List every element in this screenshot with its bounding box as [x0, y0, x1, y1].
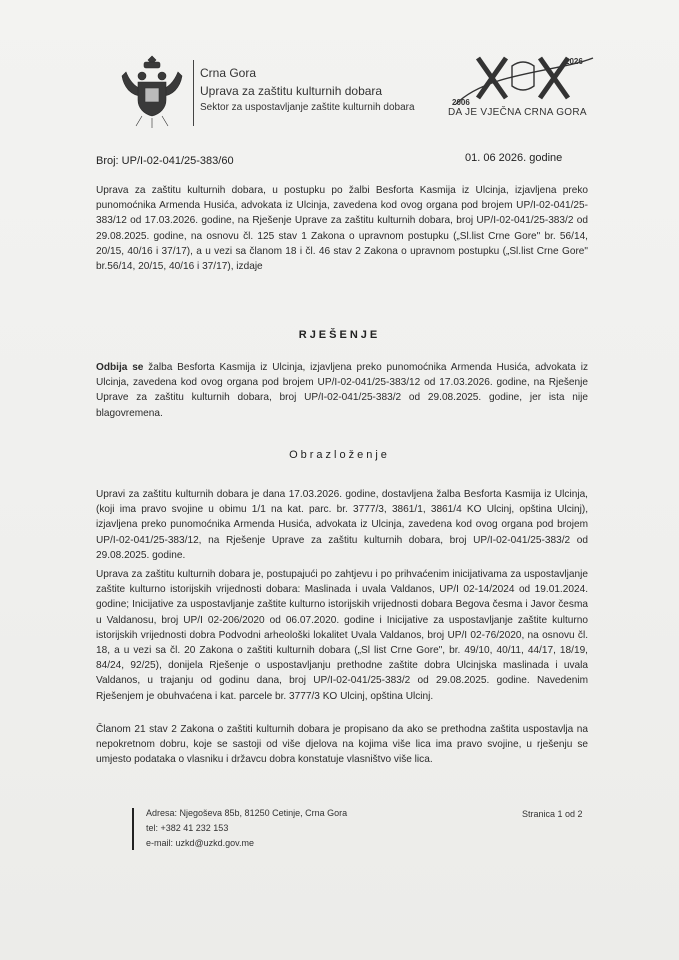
header-divider: [193, 60, 194, 126]
anniversary-motto: DA JE VJEČNA CRNA GORA: [448, 107, 587, 118]
reasoning-paragraph-2: Uprava za zaštitu kulturnih dobara je, postupajući po zahtjevu i po prihvaćenim inicijativama za uspostavljanje zaštite kulturno istorijskih vrijednosti dobara: Maslinada i uvala Valdanos, UP/I 02-14/2024 od 19.01.2024. godine; Inicijative za uspostavljanje zaštite kulturno istorijskih vrijednosti dobara Begova česma i Javor česma u Valdanosu, broj UP/I 02-206/2020 od 06.07.2020. godine i Inicijative za uspostavljanje zaštite kulturno istorijskih vrijednosti dobra Podvodni arheološki lokalitet Uvala Valdanos, broj UP/I 02-76/2020, na osnovu čl. 18, a u vezi sa čl. 20 Zakona o zaštiti kulturnih dobara („Sl list Crne Gore", br. 49/10, 40/11, 44/17, 18/19, 84/24, 92/25), donijela Rješenje o uspostavljanju prethodne zaštite dobra Ulcinjska maslinada i uvala Valdanos, u trajanju od godinu dana, broj UP/I-02-041/25-383/2 od 29.08.2025. godine. Navedenim Rješenjem je obuhvaćena i kat. parcele br. 3777/3 KO Ulcinj, opština Ulcinj.: [96, 569, 588, 702]
footer-phone: tel: +382 41 232 153: [146, 823, 229, 833]
reasoning-paragraph-1: Upravi za zaštitu kulturnih dobara je dana 17.03.2026. godine, dostavljena žalba Besforta Kasmija iz Ulcinja, (koji ima pravo svojine u obimu 1/1 na kat. parc. br. 3777/3, 3861/1, 3861/4 KO Ulcinj, opština Ulcinj), izjavljena preko punomoćnika Armenda Husića, advokata iz Ulcinja, zavedena kod ovog organa pod brojem UP/I-02-041/25-383/12, na Rješenje Uprave za zaštitu kulturnih dobara, broj UP/I-02-041/25-383/2 od 29.08.2025. godine.: [96, 489, 588, 561]
decision-text: žalba Besforta Kasmija iz Ulcinja, izjavljena preko punomoćnika Armenda Husića, advokata iz Ulcinja, zavedena kod ovog organa pod brojem UP/I-02-041/25-383/12 od 17.03.2026. godine, na Rješenje Uprave za zaštitu kulturnih dobara, broj UP/I-02-041/25-383/2 od 29.08.2025. godine, jer ista nije blagovremena.: [96, 362, 588, 419]
anniversary-year-left: 2006: [452, 98, 470, 107]
sector-name: Sektor za uspostavljanje zaštite kulturnih dobara: [200, 102, 415, 113]
footer-address: Adresa: Njegoševa 85b, 81250 Cetinje, Crna Gora: [146, 808, 348, 818]
footer-email: e-mail: uzkd@uzkd.gov.me: [146, 838, 255, 848]
decision-paragraph: [96, 360, 588, 421]
anniversary-year-right: 2026: [565, 57, 583, 66]
reasoning-title: Obrazloženje: [289, 449, 390, 461]
country-name: Crna Gora: [200, 66, 257, 80]
coat-of-arms-icon: [116, 52, 188, 130]
page-number: Stranica 1 od 2: [522, 809, 583, 819]
document-date: 01. 06 2026. godine: [465, 152, 563, 164]
decision-lead: Odbija se: [96, 362, 144, 373]
reasoning-paragraph-3: Članom 21 stav 2 Zakona o zaštiti kulturnih dobara je propisano da ako se prethodna zaštita uspostavlja na nepokretnom dobru, koje se sastoji od više djelova na kojima više lica ima pravo svojine, u rješenju se umjesto podataka o vlasniku i državcu dobra konstatuje vlasništvo više lica.: [96, 724, 588, 766]
institution-name: Uprava za zaštitu kulturnih dobara: [200, 84, 383, 98]
decision-title: RJEŠENJE: [298, 329, 381, 341]
intro-paragraph: Uprava za zaštitu kulturnih dobara, u postupku po žalbi Besforta Kasmija iz Ulcinja, izjavljena preko punomoćnika Armenda Husića, advokata iz Ulcinja, zavedena kod ovog organa pod brojem UP/I-02-041/25-383/12 od 17.03.2026. godine, na Rješenje Uprave za zaštitu kulturnih dobara, broj UP/I-02-041/25-383/2 od 29.08.2025. godine, na osnovu čl. 125 stav 1 Zakona o upravnom postupku („Sl.list Crne Gore" br. 56/14, 20/15, 40/16 i 37/17), a u vezi sa članom 18 i čl. 46 stav 2 Zakona o upravnom postupku („Sl.list Crne Gore" br.56/14, 20/15, 40/16 i 37/17), izdaje: [96, 185, 588, 273]
footer-divider: [132, 808, 134, 850]
reference-number: Broj: UP/I-02-041/25-383/60: [96, 155, 234, 167]
